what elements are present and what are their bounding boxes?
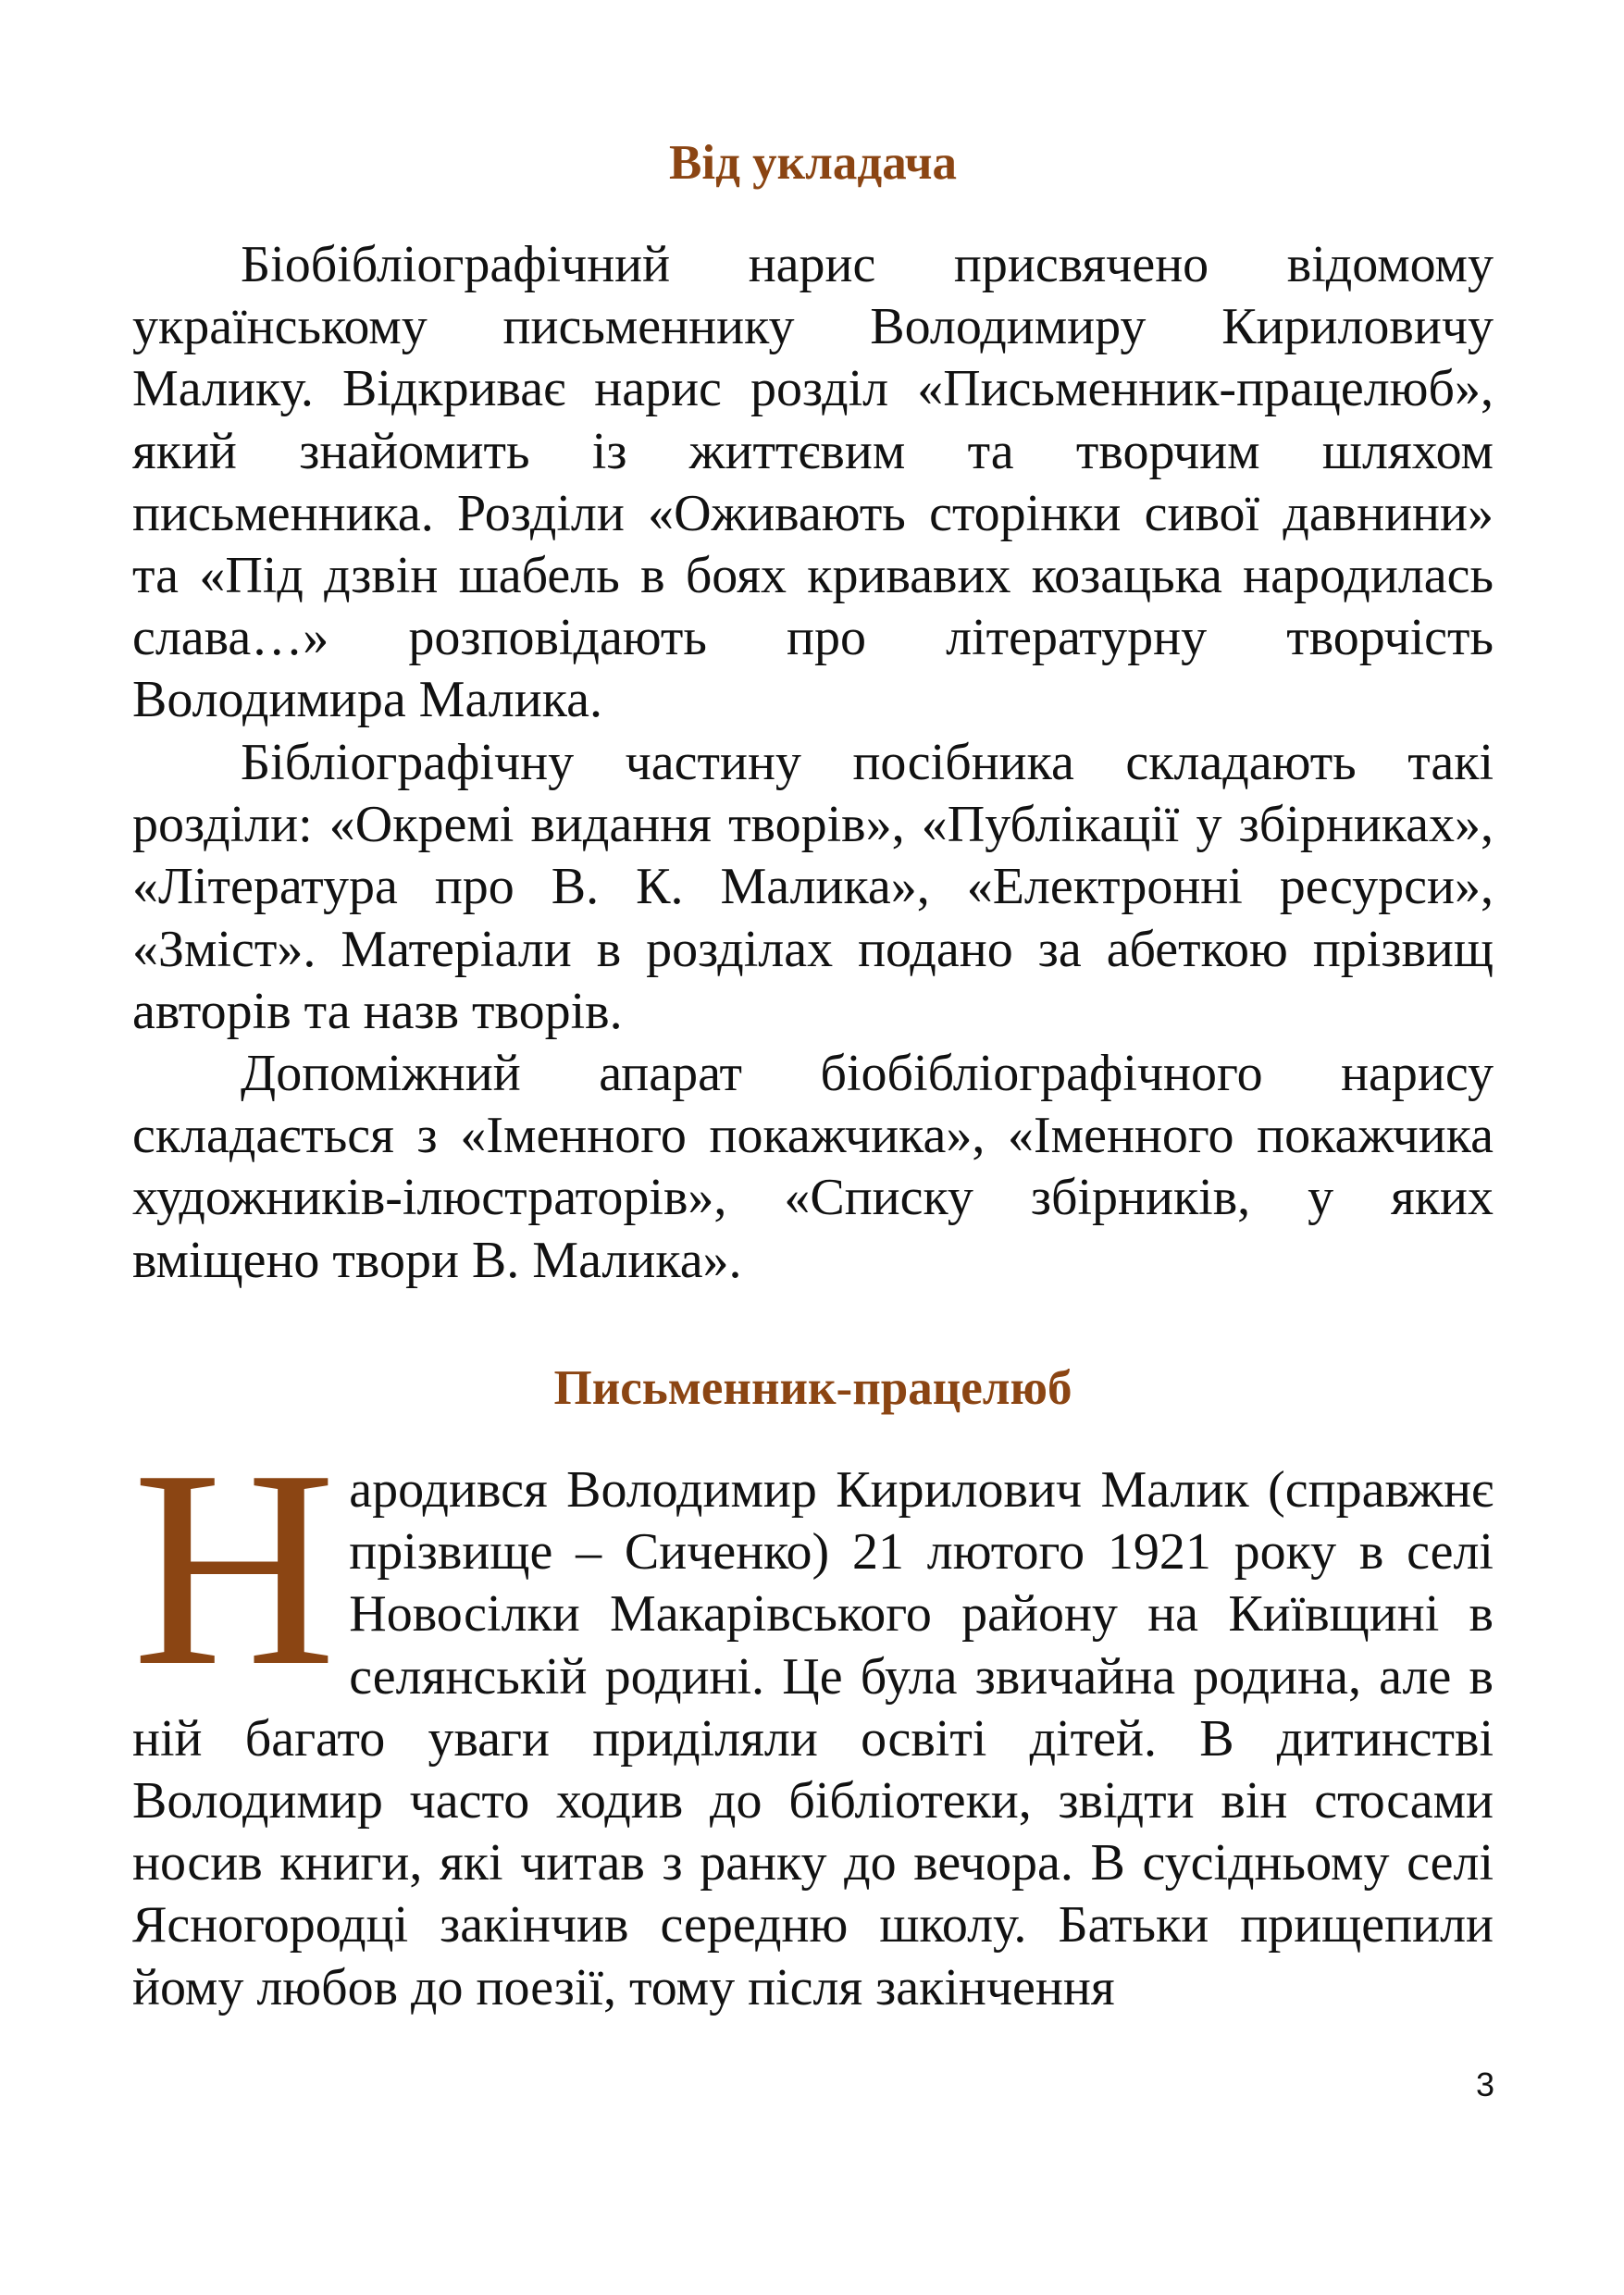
biography-paragraph [132,1411,1494,2019]
biography-text: ародився Володимир Кирилович Малик (справжнє прізвище – Сиченко) 21 лютого 1921 року в селі Новосілки Макарівського району на Київщині в селянській родині. Це була звичайна родина, але в ній багато уваги приділяли освіті дітей. В дитинстві Володимир часто ходив до бібліотеки, звідти він стосами носив книги, які читав з ранку до вечора. В сусідньому селі Ясногородці закінчив середню школу. Батьки прищепили йому любов до поезії, тому після закінчення [132,1461,1494,2016]
drop-cap-letter: Н [132,1411,337,1724]
section-heading-from-compiler: Від укладача [669,136,957,190]
intro-paragraph-1: Біобібліографічний нарис присвячено відомому українському письменнику Володимиру Кириловичу Малику. Відкриває нарис розділ «Письменник-працелюб», який знайомить із життєвим та творчим шляхом письменника. Розділи «Оживають сторінки сивої давнини» та «Під дзвін шабель в боях кривавих козацька народилась слава…» розповідають про літературну творчість Володимира Малика. [132,236,1494,729]
section-heading-writer: Письменник-працелюб [553,1361,1072,1415]
intro-paragraph-2: Бібліографічну частину посібника складають такі розділи: «Окремі видання творів», «Публікації у збірниках», «Література про В. К. Малика», «Електронні ресурси», «Зміст». Матеріали в розділах подано за абеткою прізвищ авторів та назв творів. [132,734,1494,1040]
page-number: 3 [1475,2066,1494,2103]
intro-paragraph-3: Допоміжний апарат біобібліографічного нарису складається з «Іменного покажчика», «Іменного покажчика художників-ілюстраторів», «Списку збірників, у яких вміщено твори В. Малика». [132,1045,1494,1289]
document-page [132,0,1494,2295]
